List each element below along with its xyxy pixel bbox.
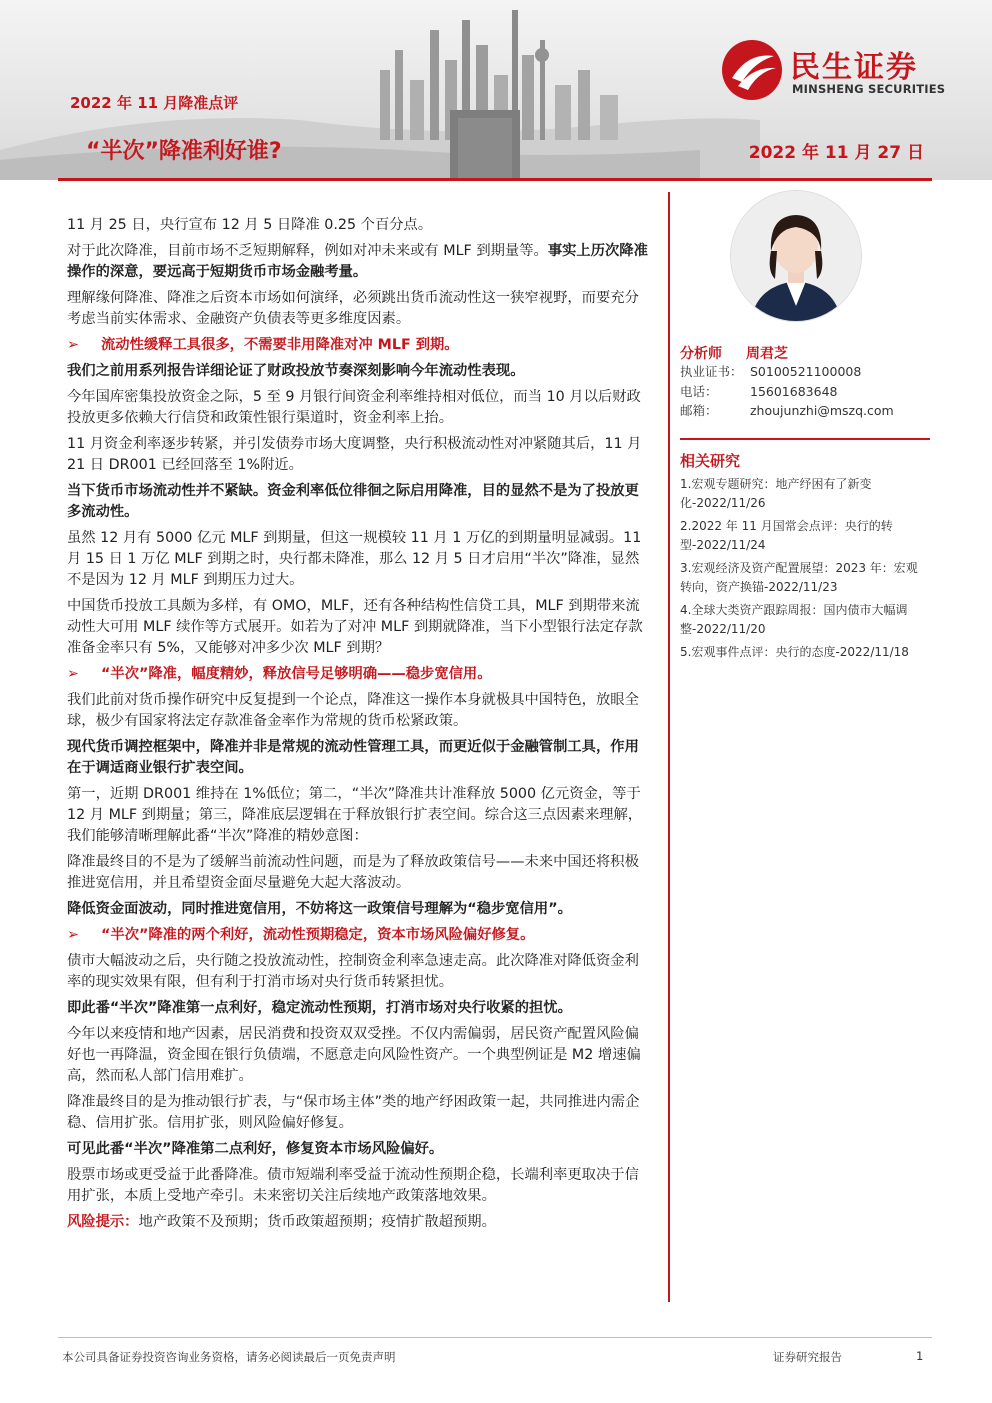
- analyst-label: 分析师: [680, 346, 722, 362]
- related-research-title: 相关研究: [680, 452, 741, 470]
- footer-disclaimer: 本公司具备证券投资咨询业务资格，请务必阅读最后一页免责声明: [62, 1350, 396, 1364]
- risk-label: 风险提示：: [67, 1214, 139, 1230]
- phone-row: [680, 382, 894, 402]
- paragraph: 11 月 25 日，央行宣布 12 月 5 日降准 0.25 个百分点。: [67, 217, 433, 233]
- phone-label: 电话：: [680, 383, 718, 399]
- logo-english-name: MINSHENG SECURITIES: [792, 82, 946, 96]
- analyst-name: 周君芝: [746, 346, 788, 362]
- paragraph-emphasis: 降低资金面波动，同时推进宽信用，不妨将这一政策信号理解为“稳步宽信用”。: [67, 901, 572, 917]
- analyst-info: [680, 362, 894, 421]
- logo-chinese-name: 民生证券: [790, 50, 918, 85]
- related-item[interactable]: 1.宏观专题研究：地产纾困有了新变化-2022/11/26: [680, 477, 872, 510]
- series-title: 2022 年 11 月降准点评: [70, 94, 239, 112]
- paragraph-emphasis: 事实上历次降准操作的深意，要远高于短期货币市场金融考量。: [67, 243, 648, 280]
- header-divider: [58, 178, 932, 181]
- section-bullet: [67, 925, 649, 946]
- related-divider: [680, 438, 930, 440]
- paragraph-text: 对于此次降准，目前市场不乏短期解释，例如对冲未来或有 MLF 到期量等。: [67, 243, 548, 259]
- footer-report-type: 证券研究报告: [773, 1350, 842, 1364]
- email-label: 邮箱：: [680, 403, 718, 418]
- email-row: [680, 401, 894, 421]
- column-divider: [668, 192, 670, 1302]
- cert-label: 执业证书：: [680, 364, 743, 379]
- related-item[interactable]: 5.宏观事件点评：央行的态度-2022/11/18: [680, 645, 909, 659]
- cert-value: S0100521100008: [750, 364, 862, 379]
- report-header: [0, 0, 992, 180]
- analyst-row: [680, 343, 788, 363]
- footer-divider: [58, 1337, 932, 1338]
- analyst-portrait-icon: [731, 191, 861, 321]
- paragraph: 今年国库密集投放资金之际，5 至 9 月银行间资金利率维持相对低位，而当 10 月以后财政投放更多依赖大行信贷和政策性银行渠道时，资金利率上抬。: [67, 389, 641, 426]
- paragraph: 中国货币投放工具颇为多样，有 OMO，MLF，还有各种结构性信贷工具，MLF 到期带来流动性大可用 MLF 续作等方式展开。如若为了对冲 MLF 到期就降准，当下小型银行法定存款准备金率只有 5%，又能够对冲多少次 MLF 到期？: [67, 598, 643, 656]
- paragraph: 虽然 12 月有 5000 亿元 MLF 到期量，但这一规模较 11 月 1 万亿的到期量明显减弱。11 月 15 日 1 万亿 MLF 到期之时，央行都未降准，那么 12 月 5 日才启用“半次”降准，显然不是因为 12 月 MLF 到期压力过大。: [67, 530, 642, 588]
- paragraph-emphasis: 我们之前用系列报告详细论证了财政投放节奏深刻影响今年流动性表现。: [67, 363, 525, 379]
- paragraph: 我们此前对货币操作研究中反复提到一个论点，降准这一操作本身就极具中国特色，放眼全球，极少有国家将法定存款准备金率作为常规的货币松紧政策。: [67, 692, 639, 729]
- paragraph-emphasis: 当下货币市场流动性并不紧缺。资金利率低位徘徊之际启用降准，目的显然不是为了投放更多流动性。: [67, 483, 639, 520]
- arrow-bullet-icon: ➢: [67, 927, 79, 943]
- paragraph: 第一，近期 DR001 维持在 1%低位；第二，“半次”降准共计准释放 5000 亿元资金，等于 12 月 MLF 到期量；第三，降准底层逻辑在于释放银行扩表空间。综合这三点因素来理解，我们能够清晰理解此番“半次”降准的精妙意图：: [67, 786, 643, 844]
- page-number: 1: [916, 1349, 924, 1363]
- phone-value: 15601683648: [750, 383, 838, 399]
- bullet-text: “半次”降准的两个利好，流动性预期稳定，资本市场风险偏好修复。: [101, 927, 535, 943]
- paragraph: 债市大幅波动之后，央行随之投放流动性，控制资金利率急速走高。此次降准对降低资金利率的现实效果有限，但有利于打消市场对央行货币转紧担忧。: [67, 953, 639, 990]
- section-bullet: [67, 335, 649, 356]
- bullet-text: 流动性缓释工具很多，不需要非用降准对冲 MLF 到期。: [101, 337, 459, 353]
- paragraph-emphasis: 可见此番“半次”降准第二点利好，修复资本市场风险偏好。: [67, 1141, 444, 1157]
- related-item[interactable]: 4.全球大类资产跟踪周报：国内债市大幅调整-2022/11/20: [680, 603, 908, 636]
- minsheng-logo-icon: [720, 38, 784, 102]
- paragraph: 降准最终目的不是为了缓解当前流动性问题，而是为了释放政策信号——未来中国还将积极推进宽信用，并且希望资金面尽量避免大起大落波动。: [67, 854, 639, 891]
- risk-warning: [67, 1212, 649, 1233]
- paragraph: [67, 241, 649, 283]
- paragraph-emphasis: 现代货币调控框架中，降准并非是常规的流动性管理工具，而更近似于金融管制工具，作用在于调适商业银行扩表空间。: [67, 739, 639, 776]
- email-value[interactable]: zhoujunzhi@mszq.com: [750, 403, 894, 418]
- section-bullet: [67, 664, 649, 685]
- brand-logo: [720, 38, 970, 108]
- related-research-list: [680, 475, 928, 666]
- related-item[interactable]: 3.宏观经济及资产配置展望：2023 年：宏观转向，资产换锚-2022/11/23: [680, 561, 918, 594]
- paragraph: 11 月资金利率逐步转紧，并引发债券市场大度调整，央行积极流动性对冲紧随其后，11 月 21 日 DR001 已经回落至 1%附近。: [67, 436, 642, 473]
- paragraph: 股票市场或更受益于此番降准。债市短端利率受益于流动性预期企稳，长端利率更取决于信用扩张，本质上受地产牵引。未来密切关注后续地产政策落地效果。: [67, 1167, 639, 1204]
- paragraph: 今年以来疫情和地产因素，居民消费和投资双双受挫。不仅内需偏弱，居民资产配置风险偏好也一再降温，资金囤在银行负债端，不愿意走向风险性资产。一个典型例证是 M2 增速偏高，然而私人部门信用难扩。: [67, 1026, 641, 1084]
- paragraph: 降准最终目的是为推动银行扩表，与“保市场主体”类的地产纾困政策一起，共同推进内需企稳、信用扩张。信用扩张，则风险偏好修复。: [67, 1094, 640, 1131]
- cert-row: [680, 362, 894, 382]
- paragraph-emphasis: 即此番“半次”降准第一点利好，稳定流动性预期，打消市场对央行收紧的担忧。: [67, 1000, 572, 1016]
- arrow-bullet-icon: ➢: [67, 337, 79, 353]
- related-item[interactable]: 2.2022 年 11 月国常会点评：央行的转型-2022/11/24: [680, 519, 893, 552]
- paragraph: 理解缘何降准、降准之后资本市场如何演绎，必须跳出货币流动性这一狭窄视野，而要充分考虑当前实体需求、金融资产负债表等更多维度因素。: [67, 290, 639, 327]
- analyst-photo: [730, 190, 862, 322]
- page-title: “半次”降准利好谁?: [86, 139, 282, 164]
- report-body: [67, 215, 649, 1238]
- risk-text: 地产政策不及预期；货币政策超预期；疫情扩散超预期。: [138, 1214, 496, 1230]
- report-date: 2022 年 11 月 27 日: [748, 143, 924, 163]
- arrow-bullet-icon: ➢: [67, 666, 79, 682]
- bullet-text: “半次”降准，幅度精妙，释放信号足够明确——稳步宽信用。: [101, 666, 492, 682]
